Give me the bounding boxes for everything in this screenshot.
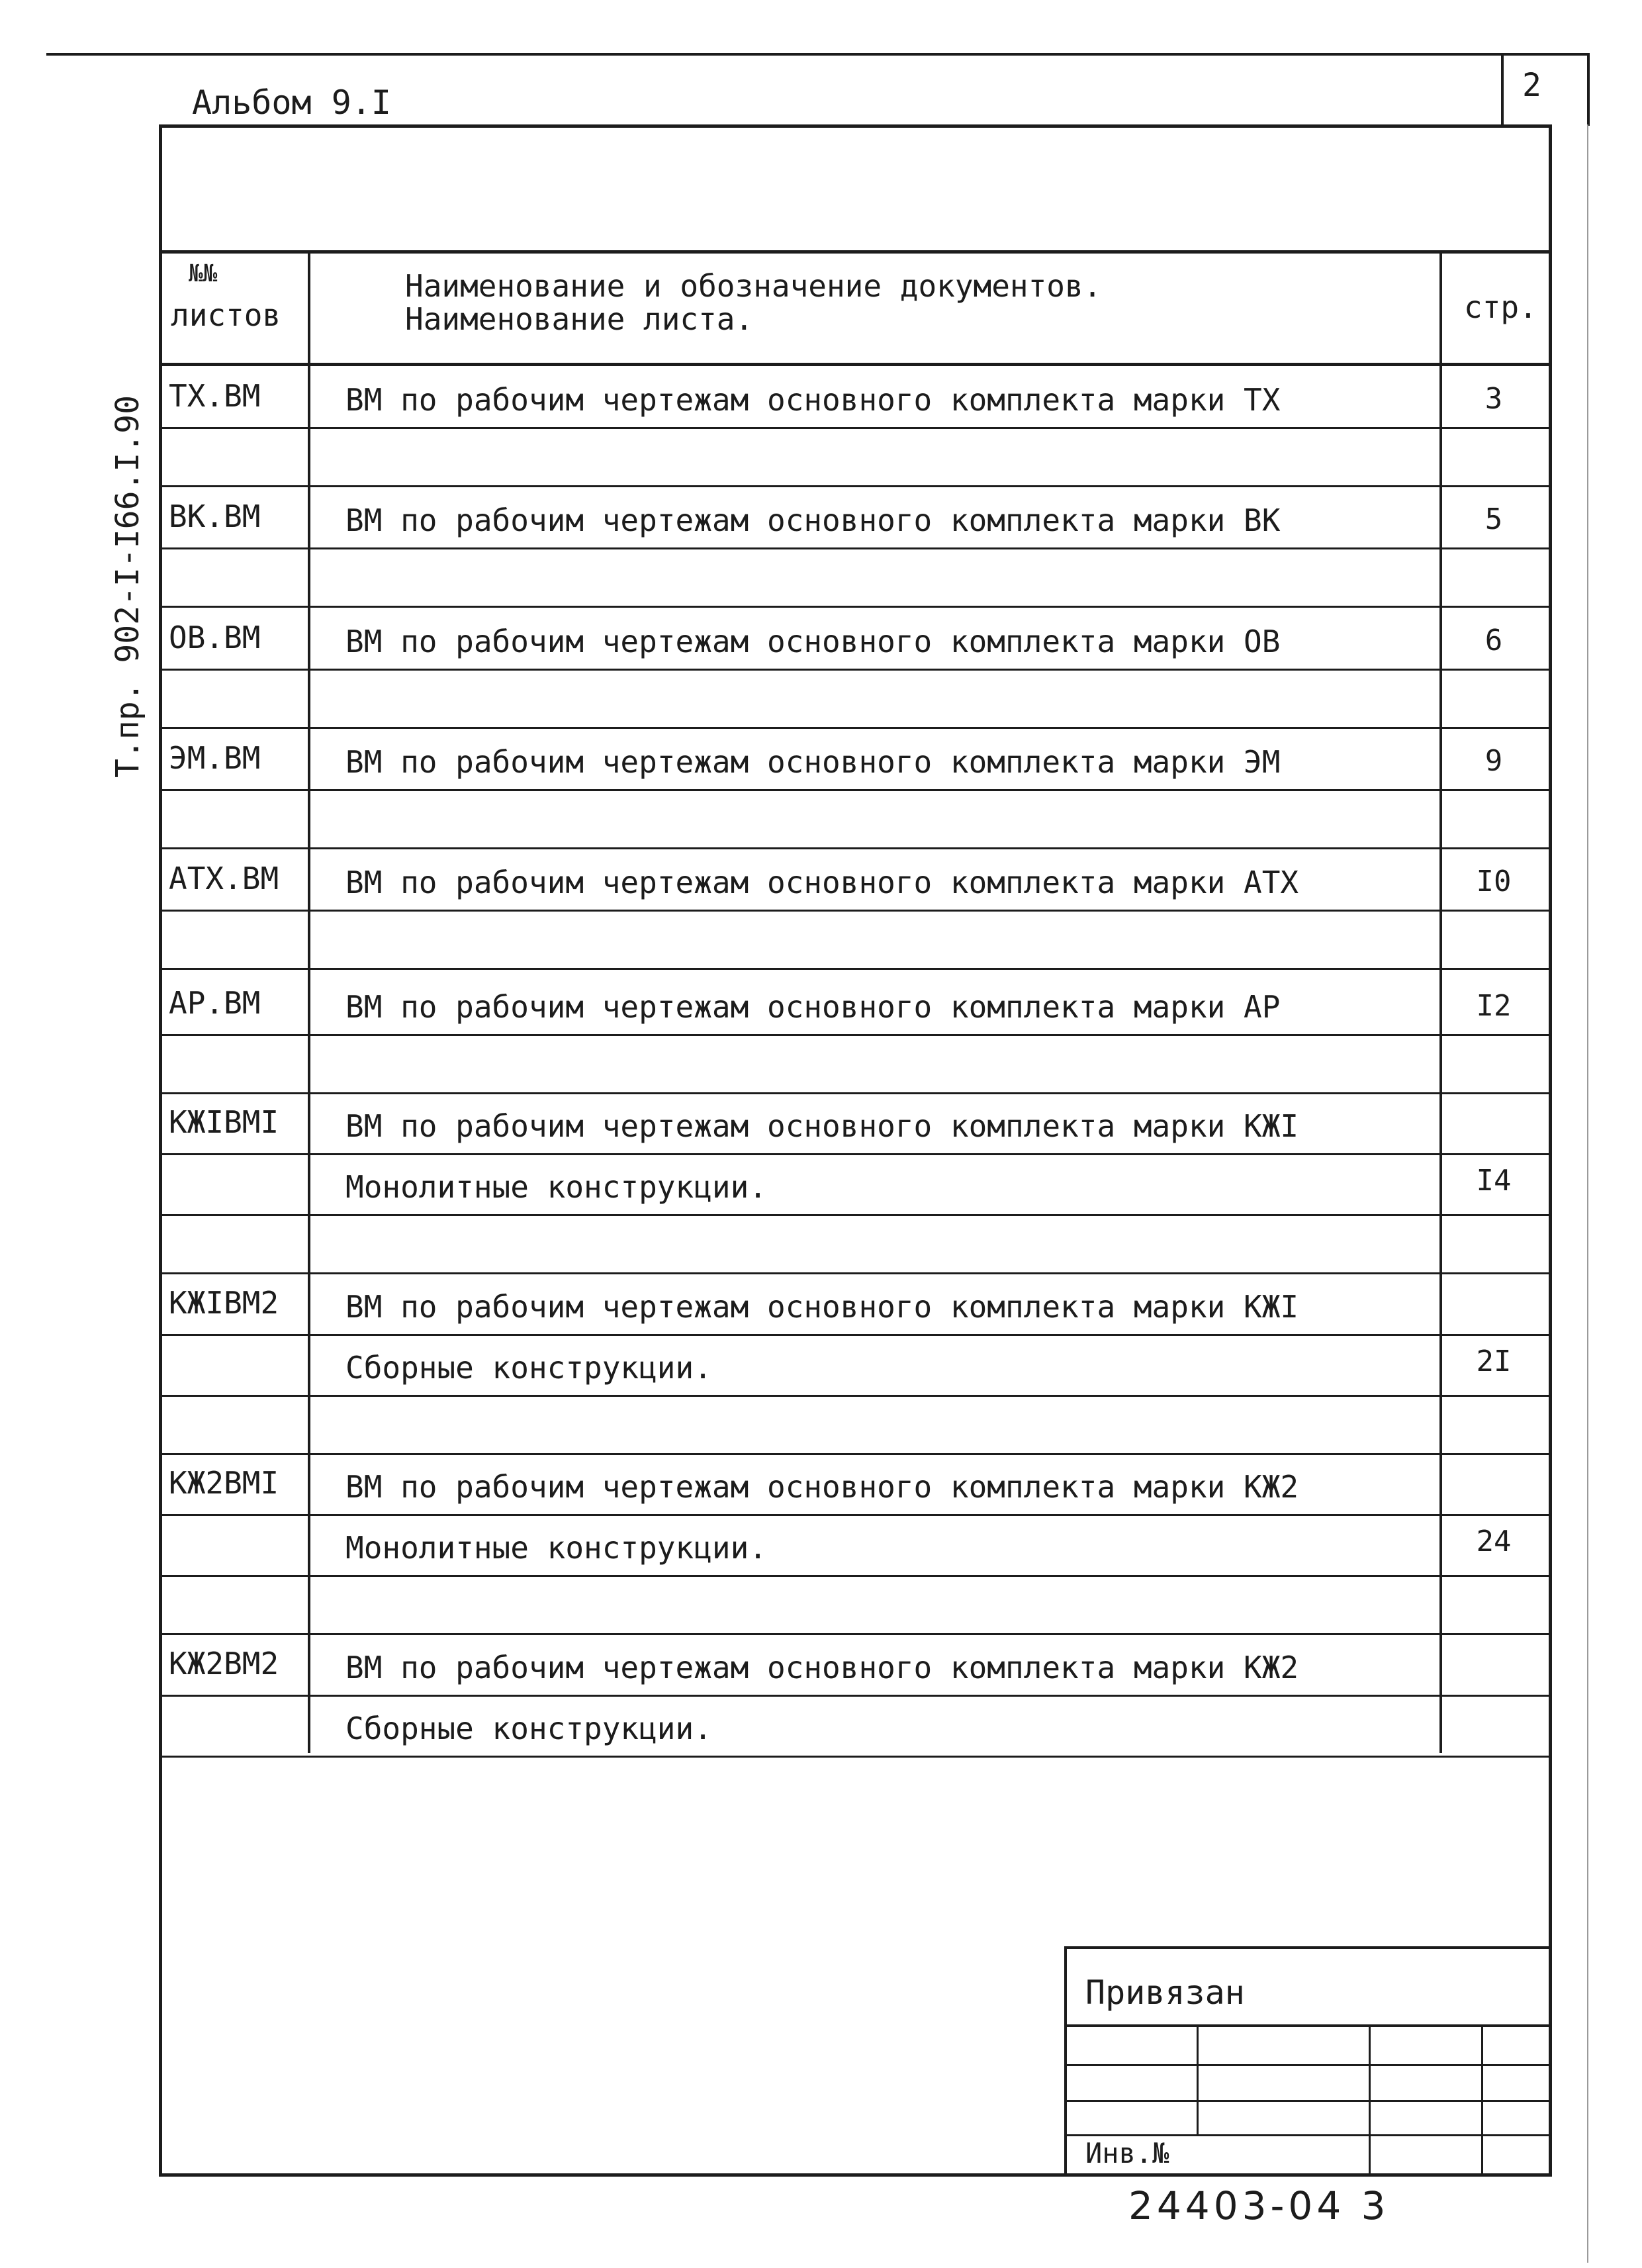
page-number: I2 bbox=[1476, 989, 1512, 1023]
row-separator bbox=[159, 427, 1552, 429]
frame-top bbox=[159, 124, 1552, 128]
header-sheets-line2: листов bbox=[171, 297, 281, 333]
document-title: ВМ по рабочим чертежам основного комплекта марки ЭМ bbox=[345, 744, 1281, 780]
sheet-code: АТХ.ВМ bbox=[169, 861, 279, 896]
page-number: 5 bbox=[1484, 502, 1503, 536]
sheet-box-left bbox=[1501, 53, 1504, 126]
row-separator bbox=[159, 789, 1552, 791]
stamp-row-4 bbox=[1064, 2134, 1552, 2136]
stamp-row-2 bbox=[1064, 2064, 1552, 2066]
row-separator bbox=[159, 1514, 1552, 1516]
row-separator bbox=[159, 606, 1552, 608]
row-separator bbox=[159, 669, 1552, 671]
sheet-code: КЖIВМ2 bbox=[169, 1285, 279, 1321]
stamp-top bbox=[1064, 1946, 1552, 1949]
stamp-row-1 bbox=[1064, 2024, 1552, 2027]
document-subtitle: Сборные конструкции. bbox=[345, 1711, 712, 1746]
top-rule bbox=[46, 53, 1588, 56]
document-title: ВМ по рабочим чертежам основного комплекта марки АР bbox=[345, 989, 1281, 1025]
document-title: ВМ по рабочим чертежам основного комплекта марки КЖ2 bbox=[345, 1650, 1299, 1685]
side-designation: Т.пр. 902-I-I66.I.90 bbox=[109, 395, 146, 778]
row-separator bbox=[159, 1034, 1552, 1036]
page-number: 3 bbox=[1484, 382, 1503, 416]
stamp-row-3 bbox=[1064, 2100, 1552, 2102]
sheet-code: КЖIВМI bbox=[169, 1104, 279, 1140]
row-separator bbox=[159, 727, 1552, 729]
row-separator bbox=[159, 1633, 1552, 1635]
row-separator bbox=[159, 968, 1552, 970]
stamp-inv-label: Инв.№ bbox=[1085, 2137, 1169, 2169]
frame-right bbox=[1549, 124, 1552, 2177]
sheet-code: ВК.ВМ bbox=[169, 498, 261, 534]
document-title: ВМ по рабочим чертежам основного комплекта марки ОВ bbox=[345, 624, 1281, 659]
row-separator bbox=[159, 1575, 1552, 1577]
header-name-line2: Наименование листа. bbox=[405, 301, 754, 337]
row-separator bbox=[159, 1334, 1552, 1336]
page-number: 6 bbox=[1484, 624, 1503, 657]
page-number: 2I bbox=[1476, 1345, 1512, 1378]
row-separator bbox=[159, 547, 1552, 549]
row-separator bbox=[159, 1756, 1552, 1758]
row-separator bbox=[159, 910, 1552, 912]
handwritten-inventory-number: 24403-04 3 bbox=[1128, 2183, 1390, 2228]
header-page: стр. bbox=[1464, 289, 1537, 325]
table-header-top bbox=[159, 250, 1552, 254]
sheet-code: КЖ2ВМ2 bbox=[169, 1646, 279, 1681]
col-line-2 bbox=[1439, 250, 1442, 1753]
frame-bottom bbox=[159, 2173, 1552, 2177]
row-separator bbox=[159, 1453, 1552, 1455]
header-sheets-line1: №№ bbox=[189, 260, 218, 287]
document-title: ВМ по рабочим чертежам основного комплекта марки КЖ2 bbox=[345, 1469, 1299, 1505]
stamp-col-3 bbox=[1481, 2024, 1483, 2177]
stamp-bound-label: Привязан bbox=[1085, 1973, 1245, 2012]
row-separator bbox=[159, 1153, 1552, 1155]
album-title: Альбом 9.I bbox=[192, 83, 392, 122]
sheet-number: 2 bbox=[1522, 67, 1541, 104]
row-separator bbox=[159, 1272, 1552, 1274]
outer-right-line bbox=[1587, 124, 1588, 2263]
page-number: I0 bbox=[1476, 865, 1512, 898]
row-separator bbox=[159, 1395, 1552, 1397]
table-header-bottom bbox=[159, 363, 1552, 366]
row-separator bbox=[159, 1695, 1552, 1697]
row-separator bbox=[159, 847, 1552, 849]
frame-left bbox=[159, 124, 162, 2177]
document-title: ВМ по рабочим чертежам основного комплекта марки КЖI bbox=[345, 1289, 1299, 1325]
document-title: ВМ по рабочим чертежам основного комплекта марки ВК bbox=[345, 502, 1281, 538]
sheet-code: ТХ.ВМ bbox=[169, 378, 261, 414]
document-subtitle: Монолитные конструкции. bbox=[345, 1169, 767, 1205]
page-number: 9 bbox=[1484, 744, 1503, 778]
sheet-code: АР.ВМ bbox=[169, 985, 261, 1021]
document-title: ВМ по рабочим чертежам основного комплекта марки ТХ bbox=[345, 382, 1281, 418]
sheet-code: КЖ2ВМI bbox=[169, 1465, 279, 1501]
document-title: ВМ по рабочим чертежам основного комплекта марки АТХ bbox=[345, 865, 1299, 900]
row-separator bbox=[159, 485, 1552, 487]
stamp-col-2 bbox=[1369, 2024, 1371, 2177]
header-name-line1: Наименование и обозначение документов. bbox=[405, 268, 1102, 304]
row-separator bbox=[159, 1214, 1552, 1216]
page-number: I4 bbox=[1476, 1164, 1512, 1198]
document-subtitle: Сборные конструкции. bbox=[345, 1350, 712, 1386]
row-separator bbox=[159, 1092, 1552, 1094]
document-title: ВМ по рабочим чертежам основного комплекта марки КЖI bbox=[345, 1108, 1299, 1144]
sheet-code: ЭМ.ВМ bbox=[169, 740, 261, 776]
sheet-code: ОВ.ВМ bbox=[169, 620, 261, 655]
col-line-1 bbox=[308, 250, 310, 1753]
stamp-left bbox=[1064, 1946, 1067, 2175]
sheet-box-right bbox=[1587, 53, 1590, 126]
stamp-col-1 bbox=[1197, 2024, 1199, 2136]
page-number: 24 bbox=[1476, 1525, 1512, 1558]
document-subtitle: Монолитные конструкции. bbox=[345, 1530, 767, 1566]
